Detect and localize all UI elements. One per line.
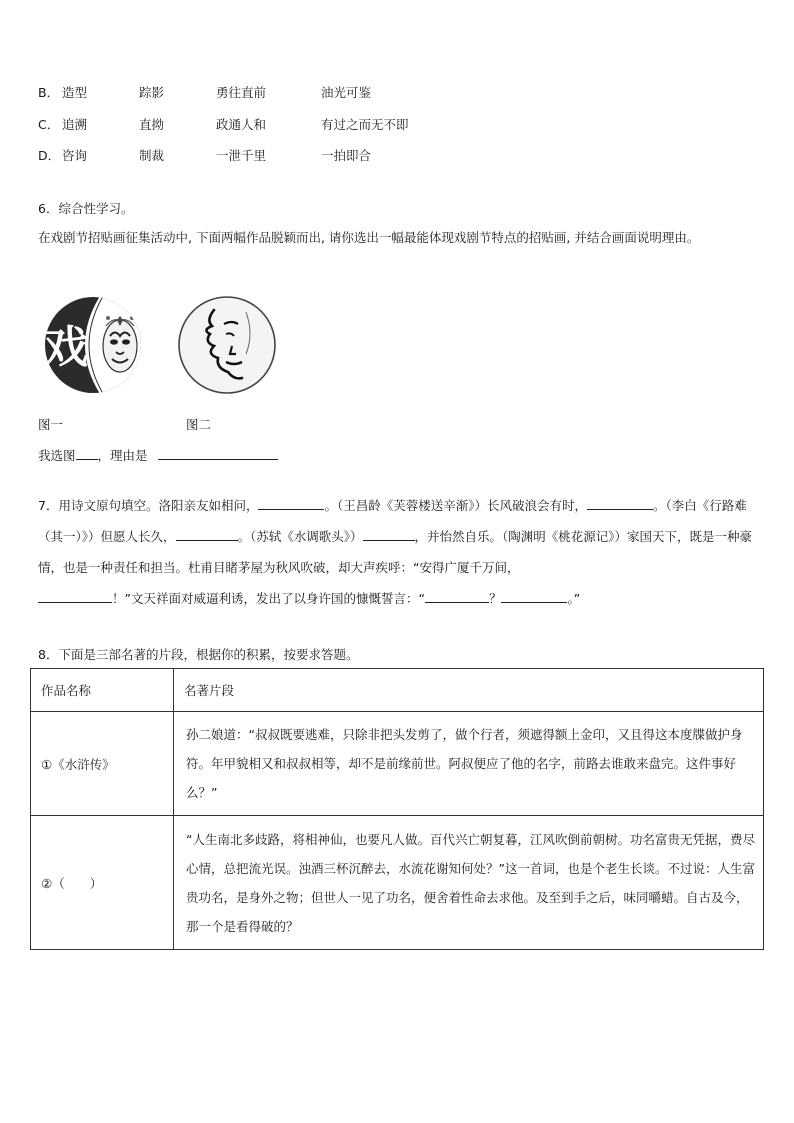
option-word: 追溯 <box>62 117 88 132</box>
work-name-cell[interactable]: ②（ ） <box>31 816 174 950</box>
work-name-cell: ①《水浒传》 <box>31 712 174 816</box>
reason-blank[interactable] <box>158 446 278 460</box>
option-word: 一拍即合 <box>321 148 372 163</box>
q7-text-part: ，并怡然自乐。（陶渊明《桃花源记》）家国天下，既是一种豪情，也是一种责任和担当。杜甫目睹茅屋为秋风吹破，却大声疾呼：“安得广厦千万间， <box>38 529 753 575</box>
poster-figure-1 <box>40 296 145 394</box>
q7-text-part: 。（王昌龄《芙蓉楼送辛渐》）长风破浪会有时， <box>324 498 587 513</box>
fill-blank[interactable] <box>176 527 238 541</box>
face-sketch-poster-image <box>176 294 278 396</box>
option-word: 直拗 <box>139 117 165 132</box>
q7-text-part: ！”文天祥面对威逼利诱，发出了以身许国的慷慨誓言：“ <box>112 591 425 606</box>
q7-text-part: 。” <box>567 591 581 606</box>
figure-2-label: 图二 <box>186 417 212 432</box>
question-6-title: 6．综合性学习。 <box>38 201 134 216</box>
q7-text-part: ？ <box>488 591 502 606</box>
option-word: 咨询 <box>62 148 88 163</box>
question-6-answer-line <box>38 446 278 464</box>
question-6-prompt: 在戏剧节招贴画征集活动中, 下面两幅作品脱颖而出, 请你选出一幅最能体现戏剧节特点的招贴画, 并结合画面说明理由。 <box>38 230 700 245</box>
table-row <box>31 816 764 950</box>
answer-prefix: 我选图 <box>38 448 76 463</box>
option-word: 踪影 <box>139 85 165 100</box>
figure-1-label: 图一 <box>38 417 64 432</box>
opera-mask-poster-image <box>40 296 145 394</box>
table-row <box>31 712 764 816</box>
figure-choice-blank[interactable] <box>76 446 98 460</box>
excerpt-cell: 孙二娘道：“叔叔既要逃难，只除非把头发剪了，做个行者，须遮得额上金印，又且得这本度牒做护身符。年甲貌相又和叔叔相等，却不是前缘前世。阿叔便应了他的名字，前路去谁敢来盘完。这件事好么？” <box>174 712 764 816</box>
option-word: 油光可鉴 <box>321 85 372 100</box>
option-letter: B． <box>38 85 60 100</box>
option-word: 造型 <box>62 85 88 100</box>
fill-blank[interactable] <box>258 496 324 510</box>
option-word: 制裁 <box>139 148 165 163</box>
header-excerpt: 名著片段 <box>174 669 764 712</box>
poster-character: 戏 <box>44 322 88 373</box>
fill-blank[interactable] <box>587 496 653 510</box>
excerpt-cell: “人生南北多歧路，将相神仙，也要凡人做。百代兴亡朝复暮，江风吹倒前朝树。功名富贵无凭据，费尽心情，总把流光误。浊酒三杯沉醉去，水流花谢知何处？”这一首词，也是个老生长谈。不过说：人生富贵功名，是身外之物；但世人一见了功名，便舍着性命去求他。及至到手之后，味同嚼蜡。自古及今，那一个是看得破的？ <box>174 816 764 950</box>
fill-blank[interactable] <box>501 589 567 603</box>
option-letter: D． <box>38 148 61 163</box>
option-word: 勇往直前 <box>216 85 267 100</box>
option-word: 政通人和 <box>216 117 267 132</box>
question-8-title: 8．下面是三部名著的片段，根据你的积累，按要求答题。 <box>38 647 359 662</box>
q7-text-part: 。（李白《行路难（其一）》）但愿人长久， <box>38 498 747 544</box>
fill-blank[interactable] <box>425 589 489 603</box>
option-word: 有过之而无不即 <box>321 117 409 132</box>
fill-blank[interactable] <box>363 527 415 541</box>
option-letter: C． <box>38 117 60 132</box>
answer-mid: ，理由是 <box>97 448 148 463</box>
works-table <box>30 668 764 950</box>
poster-figure-2 <box>176 294 278 396</box>
fill-blank[interactable] <box>38 589 112 603</box>
q7-text-part: 。（苏轼《水调歌头》） <box>237 529 363 544</box>
q7-text-part: 7．用诗文原句填空。洛阳亲友如相问， <box>38 498 259 513</box>
header-work-name: 作品名称 <box>31 669 174 712</box>
table-header-row <box>31 669 764 712</box>
option-word: 一泄千里 <box>216 148 267 163</box>
question-7-text <box>38 490 760 614</box>
